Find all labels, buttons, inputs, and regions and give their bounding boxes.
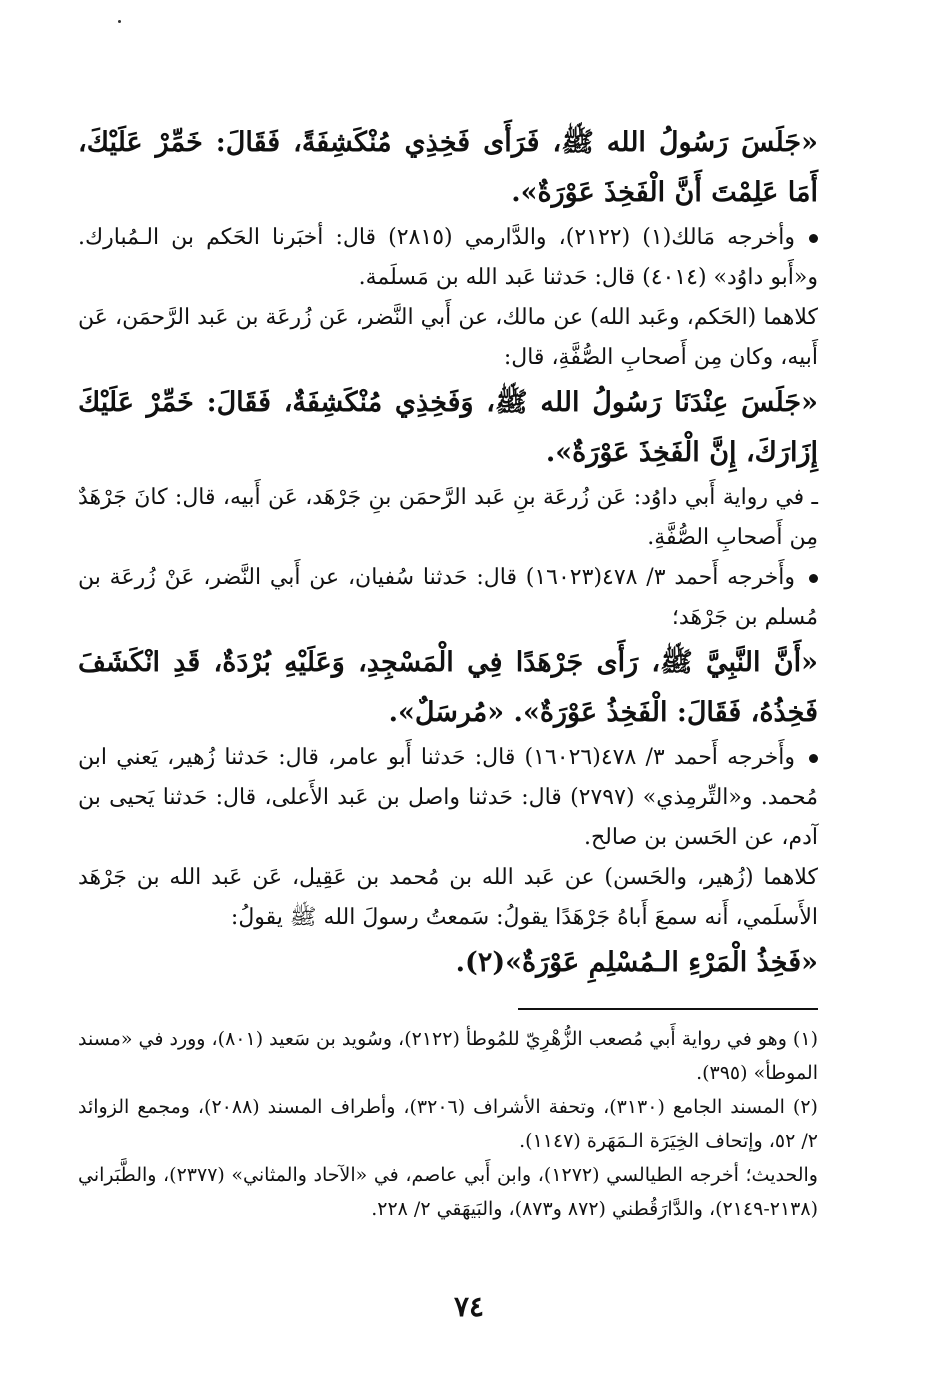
bullet-icon (809, 754, 818, 763)
page-speck (118, 20, 121, 23)
footnote: (١) وهو في رواية أَبي مُصعب الزُّهْرِيّ للمُوطأ (٢١٢٢)، وسُويد بن سَعيد (٨٠١)، وورد في «مسند الموطأ» (٣٩٥). (78, 1028, 818, 1084)
riwaya-paragraph: ـ في رواية أَبي داوُد: عَن زُرعَة بنِ عَبد الرَّحمَن بنِ جَرْهَد، عَن أَبيه، قال: كانَ جَرْهَدٌ مِن أَصحابِ الصُّفَّةِ. (78, 485, 818, 550)
hadith-text: «جَلَسَ رَسُولُ الله ﷺ، فَرَأَى فَخِذِي مُنْكَشِفَةً، فَقَالَ: خَمِّرْ عَلَيْكَ، أَمَا عَلِمْتَ أَنَّ الْفَخِذَ عَوْرَةٌ». (78, 127, 818, 208)
takhrij-paragraph (78, 738, 818, 858)
bullet-icon (809, 574, 818, 583)
isnad-paragraph: كلاهما (زُهير، والحَسن) عن عَبد الله بن مُحمد بن عَقِيل، عَن عَبد الله بن جَرْهَد الأَسلَمي، أَنه سمعَ أَباهُ جَرْهَدًا يقولُ: سَمعتُ رسولَ الله ﷺ يقولُ: (78, 865, 818, 930)
takhrij-paragraph (78, 218, 818, 298)
footnote: (٢) المسند الجامع (٣١٣٠)، وتحفة الأشراف (٣٢٠٦)، وأطراف المسند (٢٠٨٨)، ومجمع الزوائد ٢/ ٥٢، وإتحاف الخِيَرَة الـمَهَرة (١١٤٧). (78, 1096, 818, 1152)
isnad-paragraph: كلاهما (الحَكم، وعَبد الله) عن مالك، عن أَبي النَّضر، عَن زُرعَة بن عَبد الرَّحمَن، عَن أَبيه، وكان مِن أَصحابِ الصُّفَّةِ، قال: (78, 305, 818, 370)
takhrij-text: وأخرجه مَالك(١) (٢١٢٢)، والدَّارمي (٢٨١٥) قال: أخبَرنا الحَكم بن الـمُبارك. و«أَبو داوُد» (٤٠١٤) قال: حَدثنا عَبد الله بن مَسلَمة. (78, 225, 818, 290)
hadith-text: «جَلَسَ عِنْدَنَا رَسُولُ الله ﷺ، وَفَخِذِي مُنْكَشِفَةٌ، فَقَالَ: خَمِّرْ عَلَيْكَ إِزَارَكَ، إِنَّ الْفَخِذَ عَوْرَةٌ». (78, 387, 818, 468)
hadith-text: «فَخِذُ الْمَرْءِ الـمُسْلِمِ عَوْرَةٌ»(٢). (455, 947, 818, 978)
takhrij-text: وأَخرجه أَحمد ٣/ ٤٧٨(١٦٠٢٣) قال: حَدثنا سُفيان، عن أَبي النَّضر، عَنْ زُرعَة بن مُسلم بن جَرْهَد؛ (78, 565, 818, 630)
page-number: ٧٤ (453, 1290, 485, 1323)
footnote: والحديث؛ أخرجه الطيالسي (١٢٧٢)، وابن أَبي عاصم، في «الآحاد والمثاني» (٢٣٧٧)، والطَّبَراني (٢١٣٨-٢١٤٩)، والدَّارَقُطني (٨٧٢ و٨٧٣)، والبَيهَقي ٢/ ٢٢٨. (78, 1164, 818, 1220)
takhrij-text: وأَخرجه أَحمد ٣/ ٤٧٨(١٦٠٢٦) قال: حَدثنا أَبو عامر، قال: حَدثنا زُهير، يَعني ابن مُحمد. و«التِّرمِذي» (٢٧٩٧) قال: حَدثنا واصل بن عَبد الأَعلى، قال: حَدثنا يَحيى بن آدم، عن الحَسن بن صالح. (78, 745, 818, 850)
page-body (78, 118, 818, 1226)
hadith-text: «أَنَّ النَّبِيَّ ﷺ، رَأَى جَرْهَدًا فِي الْمَسْجِدِ، وَعَلَيْهِ بُرْدَةٌ، قَدِ انْكَشَفَ فَخِذُهُ، فَقَالَ: الْفَخِذُ عَوْرَةٌ». «مُرسَلٌ». (78, 647, 818, 728)
bullet-icon (809, 234, 818, 243)
footnote-divider (518, 1008, 818, 1010)
takhrij-paragraph (78, 558, 818, 638)
